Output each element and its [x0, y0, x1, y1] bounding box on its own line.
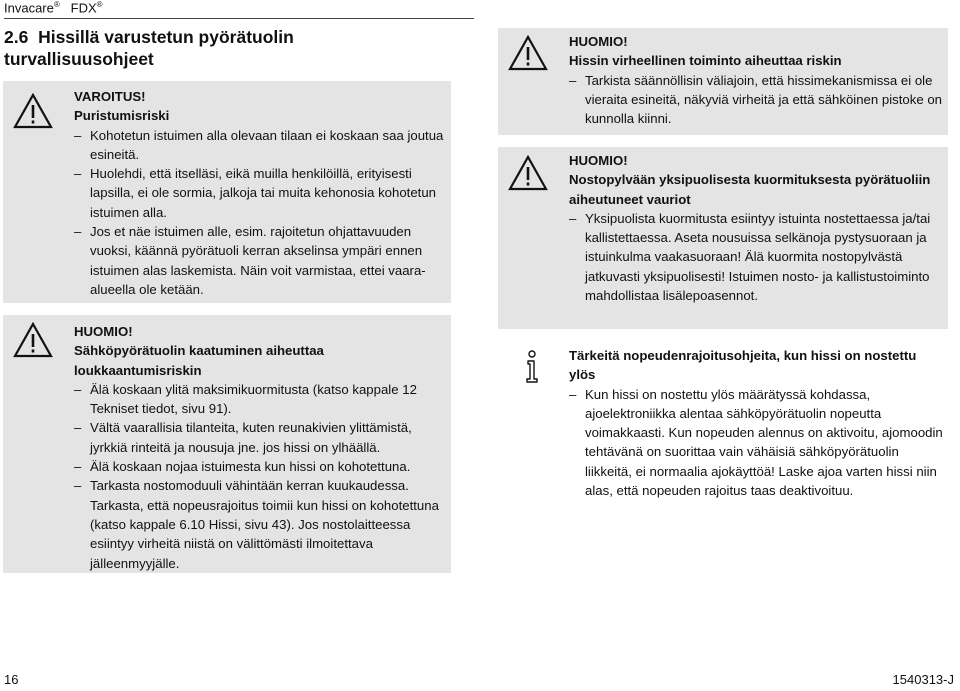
- list-item-text: Jos et näe istuimen alle, esim. rajoitetun ohjattavuuden vuoksi, käännä pyörätuoli kerran akselinsa ympäri ennen istuimen alas laskemista. Näin voit varmistaa, ettei vaara-alueella ole ketään.: [90, 224, 426, 297]
- caution-heading: Hissin virheellinen toiminto aiheuttaa riskin: [569, 53, 842, 69]
- caution-label: HUOMIO!: [569, 34, 628, 49]
- list-item: – Yksipuolista kuormitusta esiintyy istuinta nostettaessa ja/tai kallistettaessa. Aseta nousuissa selkänoja pystysuoraan ja istuinkulma vaakasuoraan! Älä kuormita nostopylvästä jatkuvasti yksipuolisesti! Istuimen nosto- ja kallistustoiminto mahdollistaa lisälepoasennot.: [569, 210, 931, 304]
- warning-triangle-icon: [13, 93, 53, 129]
- caution-label: HUOMIO!: [569, 153, 628, 168]
- list-item: – Vältä vaarallisia tilanteita, kuten reunakivien ylittämistä, jyrkkiä rinteitä ja nousuja jne. jos hissi on ylhäällä.: [74, 420, 412, 455]
- list-item: – Tarkasta nostomoduuli vähintään kerran kuukaudessa. Tarkasta, että nopeusrajoitus toimii kun hissi on kohotettuna (katso kappale 6.10 Hissi, sivu 43). Jos nostolaitteessa esiintyy virheitä niistä on välittömästi ilmoitettava jälleenmyyjälle.: [74, 478, 439, 571]
- list-item-text: Huolehdi, että itselläsi, eikä muilla henkilöillä, erityisesti lapsilla, ei ole sormia, jalkoja tai muita kehonosia kohotetun istuimen alla.: [90, 166, 436, 220]
- caution-label: HUOMIO!: [74, 324, 133, 339]
- info-heading: Tärkeitä nopeudenrajoitusohjeita, kun hissi on nostettu ylös: [569, 348, 917, 383]
- warning-heading: Puristumisriski: [74, 108, 170, 124]
- document-number: 1540313-J: [892, 672, 954, 687]
- list-item-text: Kun hissi on nostettu ylös määrätyssä kohdassa, ajoelektroniikka alentaa sähköpyörätuolin nopeutta voimakkaasti. Kun nopeuden alennus on aktivoitu, ajomoodin tehtävänä on suorittaa vain vähäisiä sähköpyörätuolin liikkeitä, ei normaalia ajokäyttöä! Laske ajoa varten hissi niin alas, että nopeuden rajoitus taas deaktivoituu.: [585, 386, 943, 499]
- info-icon: [522, 350, 542, 384]
- model-name: FDX: [70, 0, 97, 16]
- list-item-text: Yksipuolista kuormitusta esiintyy istuinta nostettaessa ja/tai kallistettaessa. Aseta nousuissa selkänoja pystysuoraan ja istuinkulma vaakasuoraan! Älä kuormita nostopylvästä jatkuvasti yksipuolisesti! Istuimen nosto- ja kallistustoiminto mahdollistaa lisälepoasennot.: [585, 210, 931, 304]
- caution-box-column-load: [498, 147, 948, 329]
- list-item: – Kohotetun istuimen alla olevaan tilaan ei koskaan saa joutua esineitä.: [74, 127, 444, 162]
- list-item-text: Kohotetun istuimen alla olevaan tilaan ei koskaan saa joutua esineitä.: [90, 127, 444, 162]
- caution-heading: Nostopylvään yksipuolisesta kuormituksesta pyörätuoliin aiheutuneet vauriot: [569, 172, 931, 207]
- page-header: [4, 0, 103, 15]
- list-item: – Älä koskaan ylitä maksimikuormitusta (katso kappale 12 Tekniset tiedot, sivu 91).: [74, 381, 417, 417]
- caution-heading: Sähköpyörätuolin kaatuminen aiheuttaa loukkaantumisriskin: [74, 343, 324, 378]
- section-number: 2.6: [4, 27, 29, 47]
- list-item-text: Vältä vaarallisia tilanteita, kuten reunakivien ylittämistä, jyrkkiä rinteitä ja nousuja jne. jos hissi on ylhäällä.: [90, 420, 412, 455]
- list-item-text: Tarkista säännöllisin väliajoin, että hissimekanismissa ei ole vieraita esineitä, näkyviä virheitä ja että sähköinen pistoke on kunnolla kiinni.: [585, 72, 943, 127]
- section-title: [4, 26, 424, 70]
- header-rule: [4, 18, 474, 19]
- info-box-speed-limit: [498, 340, 948, 525]
- list-item: – Jos et näe istuimen alle, esim. rajoitetun ohjattavuuden vuoksi, käännä pyörätuoli kerran akselinsa ympäri ennen istuimen alas laskemista. Näin voit varmistaa, ettei vaara-alueella ole ketään.: [74, 224, 426, 297]
- list-item-text: Älä koskaan ylitä maksimikuormitusta (katso kappale 12 Tekniset tiedot, sivu 91).: [90, 381, 417, 417]
- caution-box-tipping: [3, 315, 451, 573]
- list-item: – Kun hissi on nostettu ylös määrätyssä kohdassa, ajoelektroniikka alentaa sähköpyörätuolin nopeutta voimakkaasti. Kun nopeuden alennus on aktivoitu, ajomoodin tehtävänä on suorittaa vain vähäisiä sähköpyörätuolin liikkeitä, ei normaalia ajokäyttöä! Laske ajoa varten hissi niin alas, että nopeuden rajoitus taas deaktivoituu.: [569, 386, 943, 499]
- warning-label: VAROITUS!: [74, 89, 146, 104]
- warning-triangle-icon: [13, 322, 53, 358]
- list-item: – Huolehdi, että itselläsi, eikä muilla henkilöillä, erityisesti lapsilla, ei ole sormia, jalkoja tai muita kehonosia kohotetun istuimen alla.: [74, 166, 436, 220]
- warning-box-pinch: [3, 81, 451, 303]
- brand-name: Invacare: [4, 0, 54, 16]
- warning-triangle-icon: [508, 155, 548, 191]
- caution-box-lift-malfunction: [498, 28, 948, 135]
- registered-mark: ®: [53, 0, 60, 9]
- registered-mark-2: ®: [96, 0, 103, 9]
- section-title-text: Hissillä varustetun pyörätuolin turvallisuusohjeet: [4, 27, 294, 69]
- list-item: – Tarkista säännöllisin väliajoin, että hissimekanismissa ei ole vieraita esineitä, näkyviä virheitä ja että sähköinen pistoke on kunnolla kiinni.: [569, 72, 943, 127]
- page-number: 16: [4, 672, 19, 687]
- list-item-text: Tarkasta nostomoduuli vähintään kerran kuukaudessa. Tarkasta, että nopeusrajoitus toimii kun hissi on kohotettuna (katso kappale 6.10 Hissi, sivu 43). Jos nostolaitteessa esiintyy virheitä niistä on välittömästi ilmoitettava jälleenmyyjälle.: [90, 478, 439, 571]
- list-item-text: Älä koskaan nojaa istuimesta kun hissi on kohotettuna.: [90, 459, 411, 475]
- list-item: – Älä koskaan nojaa istuimesta kun hissi on kohotettuna.: [74, 459, 411, 475]
- warning-triangle-icon: [508, 35, 548, 71]
